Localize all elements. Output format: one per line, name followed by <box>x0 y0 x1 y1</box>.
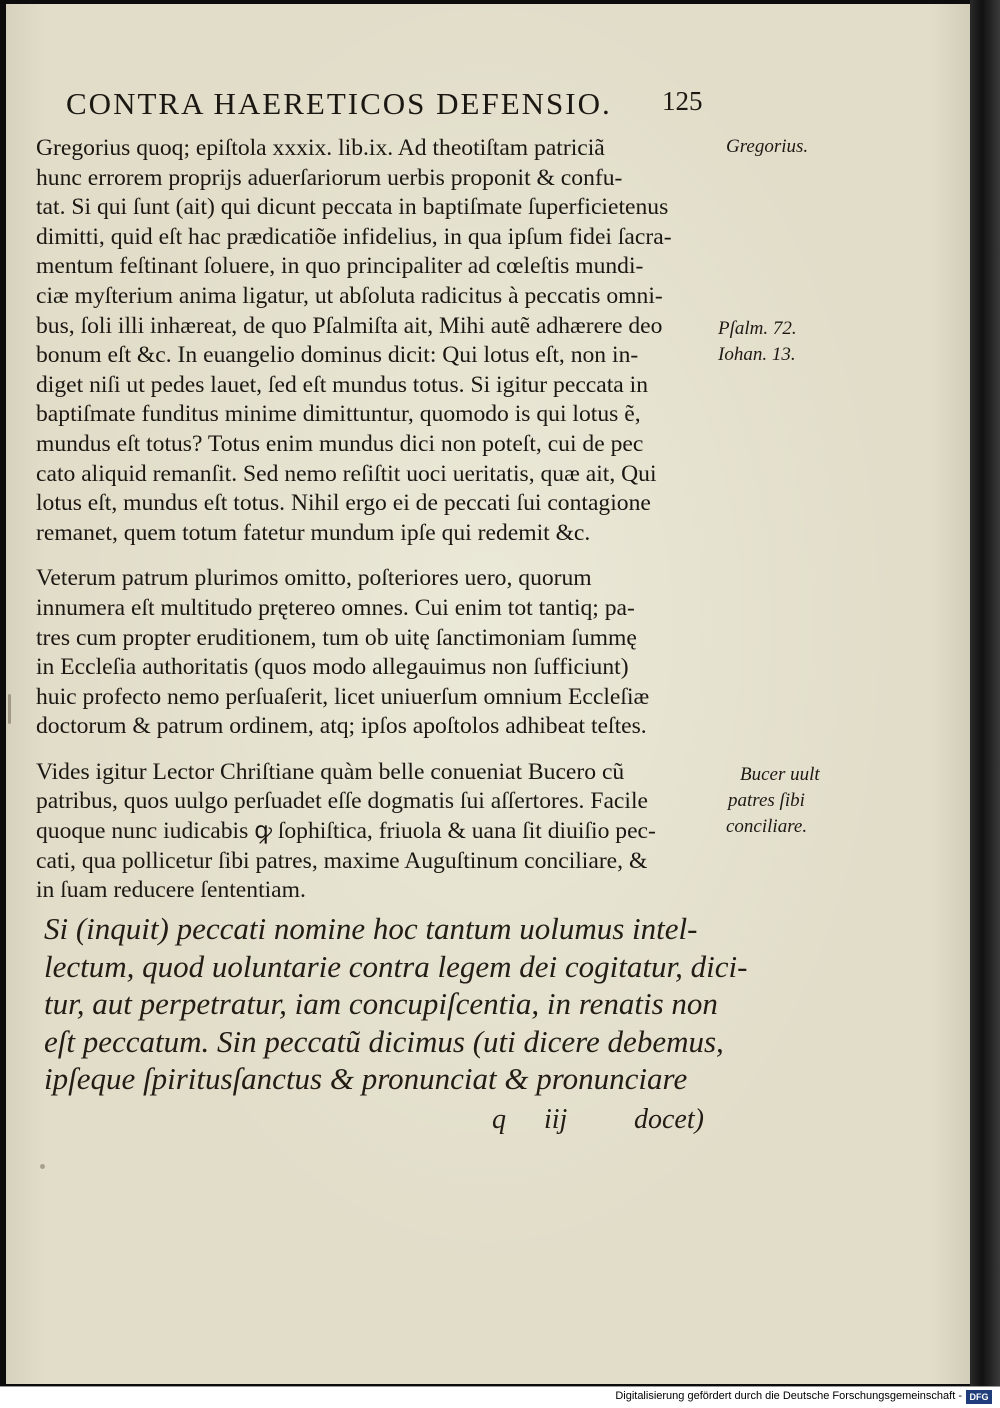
text-line: ciæ myſterium anima ligatur, ut abſoluta radicitus à peccatis omni- <box>36 282 663 309</box>
running-head: CONTRA HAERETICOS DEFENSIO. <box>66 86 612 121</box>
paragraph-veterum <box>36 564 726 742</box>
margin-note-gregorius: Gregorius. <box>726 136 809 157</box>
text-line: cati, qua pollicetur ſibi patres, maxime Auguſtinum conciliare, & <box>36 847 648 874</box>
margin-note-iohan: Iohan. 13. <box>718 344 796 365</box>
text-line: tat. Si qui ſunt (ait) qui dicunt peccata in baptiſmate ſuperficietenus <box>36 194 669 221</box>
text-line: tres cum propter eruditionem, tum ob uitę ſanctimoniam ſummę <box>36 624 637 651</box>
gathering-number: iij <box>544 1104 568 1135</box>
margin-note-bucer-2: patres ſibi <box>728 790 805 811</box>
italic-quotation <box>44 910 748 1098</box>
margin-note-bucer-1: Bucer uult <box>740 764 820 785</box>
text-line: cato aliquid remanſit. Sed nemo reſiſtit uoci ueritatis, quæ ait, Qui <box>36 460 657 487</box>
text-line: mundus eſt totus? Totus enim mundus dici non poteſt, cui de pec <box>36 430 644 457</box>
text-line: innumera eſt multitudo prętereo omnes. Cui enim tot tantiq; pa- <box>36 594 635 621</box>
text-line: Vides igitur Lector Chriſtiane quàm belle conueniat Bucero cũ <box>36 758 625 785</box>
dfg-logo: DFG <box>966 1390 992 1404</box>
text-line: Veterum patrum plurimos omitto, poſteriores uero, quorum <box>36 565 592 592</box>
text-line: bus, ſoli illi inhæreat, de quo Pſalmiſta ait, Mihi autẽ adhærere deo <box>36 312 663 339</box>
text-line: in ſuam reducere ſententiam. <box>36 877 306 904</box>
margin-note-bucer-3: conciliare. <box>726 816 808 837</box>
text-line: doctorum & patrum ordinem, atq; ipſos apoſtolos adhibeat teſtes. <box>36 713 647 740</box>
italic-line: eſt peccatum. Sin peccatũ dicimus (uti dicere debemus, <box>44 1023 724 1059</box>
paragraph-vides <box>36 758 726 906</box>
ink-speck <box>8 694 11 724</box>
italic-line: tur, aut perpetratur, iam concupiſcentia, in renatis non <box>44 986 718 1021</box>
text-line: remanet, quem totum fatetur mundum ipſe qui redemit &c. <box>36 519 591 546</box>
text-line: baptiſmate funditus minime dimittuntur, quomodo is qui lotus ẽ, <box>36 401 641 428</box>
italic-line: ipſeque ſpiritusſanctus & pronunciat & pronunciare <box>44 1061 688 1096</box>
digitization-footer <box>0 1386 1000 1408</box>
body-text <box>36 134 726 922</box>
book-page <box>6 4 970 1384</box>
text-line: dimitti, quid eſt hac prædicatiõe infidelius, in qua ipſum fidei ſacra- <box>36 223 672 250</box>
text-line: diget niſi ut pedes lauet, ſed eſt mundus totus. Si igitur peccata in <box>36 371 649 398</box>
text-line: bonum eſt &c. In euangelio dominus dicit: Qui lotus eſt, non in- <box>36 342 639 369</box>
text-line: mentum feſtinant ſoluere, in quo principaliter ad cœleſtis mundi- <box>36 253 644 280</box>
text-line: huic profecto nemo perſuaſerit, licet uniuerſum omnium Eccleſiæ <box>36 683 650 710</box>
italic-line: lectum, quod uoluntarie contra legem dei cogitatur, dici- <box>44 948 748 984</box>
text-line: hunc errorem proprijs aduerſariorum uerbis proponit & confu- <box>36 164 623 191</box>
ink-speck <box>40 1164 45 1169</box>
text-line: quoque nunc iudicabis ꝙ ſophiſtica, friuola & uana ſit diuiſio pec- <box>36 818 656 845</box>
margin-note-psalm: Pſalm. 72. <box>718 318 797 339</box>
text-line: patribus, quos uulgo perſuadet eſſe dogmatis ſui aſſertores. Facile <box>36 788 648 815</box>
text-line: lotus eſt, mundus eſt totus. Nihil ergo ei de peccati ſui contagione <box>36 490 651 517</box>
book-edge <box>970 0 1000 1386</box>
paragraph-gregorius <box>36 134 726 548</box>
italic-line: Si (inquit) peccati nomine hoc tantum uolumus intel- <box>44 911 698 946</box>
signature-mark: q <box>492 1104 506 1135</box>
footer-credit: Digitalisierung gefördert durch die Deutsche Forschungsgemeinschaft - <box>615 1390 962 1402</box>
page-number: 125 <box>662 86 703 116</box>
text-line: in Eccleſia authoritatis (quos modo allegauimus non ſufficiunt) <box>36 654 629 681</box>
catchword: docet) <box>634 1104 704 1135</box>
text-line: Gregorius quoq; epiſtola xxxix. lib.ix. Ad theotiſtam patriciã <box>36 135 605 161</box>
